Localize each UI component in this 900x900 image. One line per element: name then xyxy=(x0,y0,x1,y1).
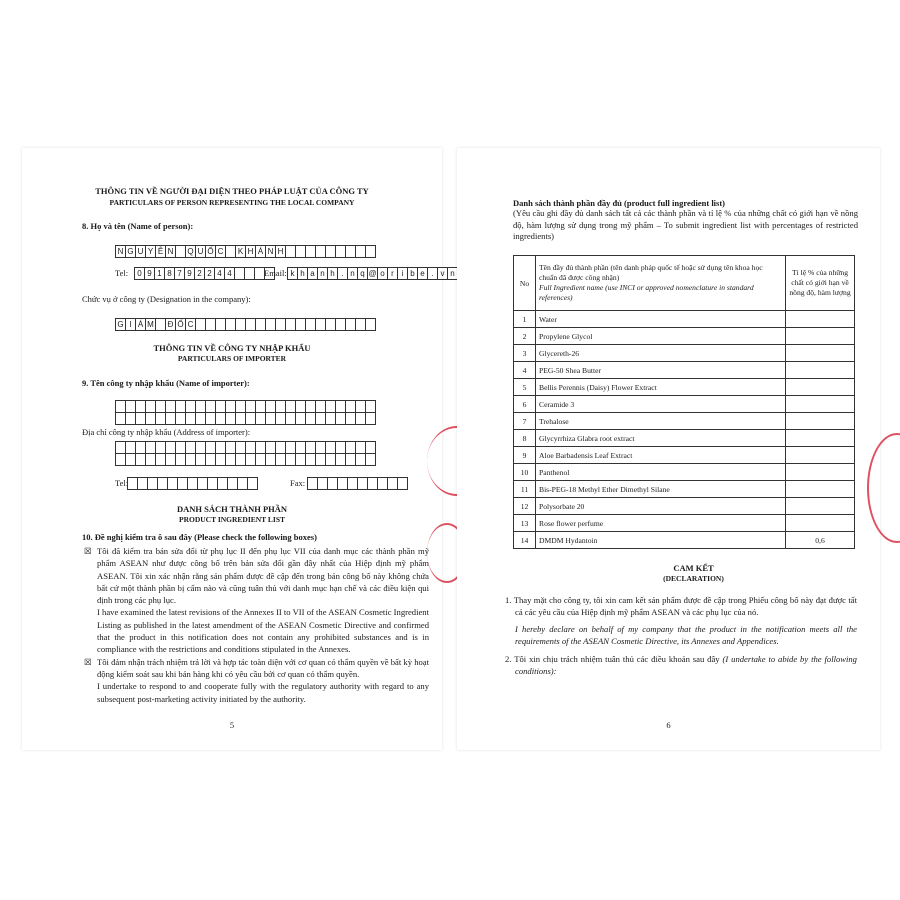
row-ingredient-name: Propylene Glycol xyxy=(536,328,786,345)
row-percentage xyxy=(786,413,855,430)
row-ingredient-name: Ceramide 3 xyxy=(536,396,786,413)
char-box: @ xyxy=(368,269,377,278)
char-box xyxy=(365,245,376,258)
char-box: Á xyxy=(255,245,266,258)
row-percentage xyxy=(786,311,855,328)
table-row xyxy=(514,481,855,498)
table-row xyxy=(514,345,855,362)
row-percentage xyxy=(786,345,855,362)
char-box: Ễ xyxy=(155,245,166,258)
char-box: 7 xyxy=(174,267,185,280)
char-box: 2 xyxy=(204,267,215,280)
char-box: K xyxy=(235,245,246,258)
char-box: Ố xyxy=(205,245,216,258)
char-box: 8 xyxy=(164,267,175,280)
row-ingredient-name: PEG-50 Shea Butter xyxy=(536,362,786,379)
char-box: U xyxy=(195,245,206,258)
page-6 xyxy=(457,148,880,750)
row-no: 14 xyxy=(514,532,536,549)
declaration-title-vi: CAM KẾT xyxy=(673,563,714,573)
table-row xyxy=(514,379,855,396)
row-no: 10 xyxy=(514,464,536,481)
check2-en: I undertake to respond to and cooperate fully with the regulatory authority with regard to any subsequent post-marketing activity initiated by the authority. xyxy=(97,681,429,704)
char-box: N xyxy=(115,245,126,258)
char-box: n xyxy=(447,267,458,280)
char-box: 9 xyxy=(184,267,195,280)
email-label: Email: xyxy=(264,268,287,278)
name-label: 8. Họ và tên (Name of person): xyxy=(82,221,194,231)
char-box: 9 xyxy=(144,267,155,280)
char-box: i xyxy=(397,267,408,280)
page-number: 5 xyxy=(229,720,235,730)
char-box: H xyxy=(245,245,256,258)
char-box: e xyxy=(417,267,428,280)
importer-name-field-2[interactable] xyxy=(115,412,375,425)
char-box: M xyxy=(145,318,156,331)
row-ingredient-name: Bis-PEG-18 Methyl Ether Dimethyl Silane xyxy=(536,481,786,498)
char-box: q xyxy=(357,267,368,280)
row-no: 8 xyxy=(514,430,536,447)
char-box: 4 xyxy=(224,267,235,280)
row-percentage: 0,6 xyxy=(786,532,855,549)
char-box: 4 xyxy=(214,267,225,280)
check1-en: I have examined the latest revisions of the Annexes II to VII of the ASEAN Cosmetic Ingredient Listing as published in the latest amendment of the ASEAN Cosmetic Directive and confirmed that the product in this notification does not contain any prohibited substances and is in compliance with the restrictions and conditions stipulated in the Annexes. xyxy=(97,607,429,655)
row-percentage xyxy=(786,515,855,532)
name-field[interactable] xyxy=(115,245,375,258)
table-row xyxy=(514,430,855,447)
ingredient-title-en: PRODUCT INGREDIENT LIST xyxy=(179,515,285,524)
importer-title-vi: THÔNG TIN VỀ CÔNG TY NHẬP KHẨU xyxy=(153,343,311,353)
row-no: 5 xyxy=(514,379,536,396)
char-box: k xyxy=(287,267,298,280)
row-ingredient-name: Aloe Barbadensis Leaf Extract xyxy=(536,447,786,464)
checkbox-checked-icon[interactable]: ☒ xyxy=(84,546,92,556)
row-ingredient-name: Panthenol xyxy=(536,464,786,481)
designation-label: Chức vụ ở công ty (Designation in the company): xyxy=(82,294,251,304)
char-box xyxy=(365,453,376,466)
row-no: 13 xyxy=(514,515,536,532)
char-box: . xyxy=(427,267,438,280)
char-box: Đ xyxy=(165,318,176,331)
row-percentage xyxy=(786,464,855,481)
char-box: r xyxy=(387,267,398,280)
checkbox-checked-icon[interactable]: ☒ xyxy=(84,656,92,667)
section-title-vi: THÔNG TIN VỀ NGƯỜI ĐẠI DIỆN THEO PHÁP LUẬT CỦA CÔNG TY xyxy=(95,186,369,196)
char-box: N xyxy=(165,245,176,258)
col-name-header-vi: Tên đầy đủ thành phần (tên danh pháp quốc tế hoặc sử dụng tên khoa học chuẩn đã được công nhận) xyxy=(539,263,763,282)
row-no: 4 xyxy=(514,362,536,379)
page-5 xyxy=(22,148,455,750)
table-row xyxy=(514,447,855,464)
row-ingredient-name: Water xyxy=(536,311,786,328)
col-name-header-en: Full Ingredient name (use INCI or approved nomenclature in standard references) xyxy=(539,283,754,302)
char-box xyxy=(247,477,258,490)
row-ingredient-name: DMDM Hydantoin xyxy=(536,532,786,549)
row-percentage xyxy=(786,328,855,345)
row-no: 3 xyxy=(514,345,536,362)
table-row xyxy=(514,413,855,430)
importer-title-en: PARTICULARS OF IMPORTER xyxy=(177,354,287,363)
col-pct-header: Tỉ lệ % của những chất có giới hạn về nồng độ, hàm lượng xyxy=(786,256,855,311)
tel-label: Tel: xyxy=(115,268,129,278)
declaration-2-en: (I undertake to abide by the following conditions): xyxy=(515,654,857,677)
declaration-1-vi: 1. Thay mặt cho công ty, tôi xin cam kết sản phẩm được đề cập trong Phiếu công bố này đạt được tất cả các yêu cầu của Hiệp định mỹ phẩm ASEAN và các phụ lục của nó. xyxy=(505,595,857,618)
row-percentage xyxy=(786,379,855,396)
declaration-1-en: I hereby declare on behalf of my company that the product in the notification meets all the requirements of the ASEAN Cosmetic Directive, its Annexes and Appendices. xyxy=(515,623,857,646)
char-box: U xyxy=(135,245,146,258)
ingredient-list-title: Danh sách thành phần đầy đủ (product full ingredient list) xyxy=(513,198,726,208)
importer-fax-label: Fax: xyxy=(290,478,306,488)
row-ingredient-name: Trehalose xyxy=(536,413,786,430)
row-ingredient-name: Glycyrrhiza Glabra root extract xyxy=(536,430,786,447)
char-box: n xyxy=(347,267,358,280)
importer-address-label: Địa chỉ công ty nhập khẩu (Address of importer): xyxy=(82,427,251,437)
char-box: Q xyxy=(185,245,196,258)
char-box: Y xyxy=(145,245,156,258)
ingredient-list-note: (Yêu cầu ghi đầy đủ danh sách tất cả các thành phần và tỉ lệ % của những chất có giới hạn về nồng độ, hàm lượng sử dụng trong mỹ phẩm – To submit ingredient list with percentages of restricted ingredients) xyxy=(513,208,858,241)
row-percentage xyxy=(786,396,855,413)
char-box: G xyxy=(125,245,136,258)
char-box: a xyxy=(307,267,318,280)
row-no: 6 xyxy=(514,396,536,413)
importer-fax-field[interactable] xyxy=(307,477,407,490)
check1-vi: Tôi đã kiểm tra bản sửa đổi từ phụ lục II đến phụ lục VII của danh mục các thành phần mỹ phẩm ASEAN như được công bố trên bản sửa đổi gần đây nhất của Hiệp định mỹ phẩm ASEAN. Tôi xin xác nhận rằng sản phẩm được đề cập đến trong bản công bố này không chứa bất cứ một thành phần bị cấm nào và cũng tuân thủ với danh mục hạn chế và các điều kiện qui định trong các phụ lục. xyxy=(97,546,429,606)
char-box: o xyxy=(377,267,388,280)
importer-tel-label: Tel: xyxy=(115,478,129,488)
char-box: Á xyxy=(135,318,146,331)
table-row xyxy=(514,532,855,549)
char-box: 1 xyxy=(154,267,165,280)
declaration-2-vi: 2. Tôi xin chịu trách nhiệm tuân thủ các điều khoản sau đây xyxy=(505,654,720,665)
red-stamp xyxy=(867,433,900,543)
char-box: 2 xyxy=(194,267,205,280)
check-label: 10. Đề nghị kiểm tra ô sau đây (Please check the following boxes) xyxy=(82,532,317,542)
char-box: G xyxy=(115,318,126,331)
row-percentage xyxy=(786,481,855,498)
char-box xyxy=(397,477,408,490)
ingredient-title-vi: DANH SÁCH THÀNH PHẦN xyxy=(176,504,288,514)
row-percentage xyxy=(786,430,855,447)
email-field[interactable] xyxy=(287,267,457,280)
row-no: 9 xyxy=(514,447,536,464)
row-no: 2 xyxy=(514,328,536,345)
table-row xyxy=(514,328,855,345)
row-ingredient-name: Bellis Perennis (Daisy) Flower Extract xyxy=(536,379,786,396)
importer-address-field-2[interactable] xyxy=(115,453,375,466)
tel-field[interactable] xyxy=(134,267,274,280)
table-row xyxy=(514,362,855,379)
table-row xyxy=(514,515,855,532)
row-no: 11 xyxy=(514,481,536,498)
char-box: Ố xyxy=(175,318,186,331)
char-box: C xyxy=(185,318,196,331)
col-no-header: No xyxy=(514,256,536,311)
char-box xyxy=(365,318,376,331)
char-box: C xyxy=(215,245,226,258)
row-percentage xyxy=(786,447,855,464)
row-no: 12 xyxy=(514,498,536,515)
char-box: v xyxy=(437,267,448,280)
declaration-title-en: (DECLARATION) xyxy=(663,574,724,583)
char-box: h xyxy=(297,267,308,280)
char-box: b xyxy=(407,267,418,280)
row-percentage xyxy=(786,498,855,515)
row-percentage xyxy=(786,362,855,379)
char-box: . xyxy=(337,267,348,280)
designation-field[interactable] xyxy=(115,318,375,331)
table-row xyxy=(514,498,855,515)
row-no: 7 xyxy=(514,413,536,430)
table-row xyxy=(514,311,855,328)
row-no: 1 xyxy=(514,311,536,328)
char-box: n xyxy=(317,267,328,280)
ingredient-table xyxy=(513,255,855,549)
char-box: N xyxy=(265,245,276,258)
char-box: 0 xyxy=(134,267,145,280)
char-box: I xyxy=(125,318,136,331)
char-box: H xyxy=(275,245,286,258)
importer-tel-field[interactable] xyxy=(127,477,257,490)
char-box: h xyxy=(327,267,338,280)
section-title-en: PARTICULARS OF PERSON REPRESENTING THE LOCAL COMPANY xyxy=(109,198,355,207)
row-ingredient-name: Polysorbate 20 xyxy=(536,498,786,515)
importer-name-label: 9. Tên công ty nhập khẩu (Name of importer): xyxy=(82,378,250,388)
table-row xyxy=(514,464,855,481)
row-ingredient-name: Rose flower perfume xyxy=(536,515,786,532)
char-box xyxy=(365,412,376,425)
check2-vi: Tôi đảm nhận trách nhiệm trả lời và hợp tác toàn diện với cơ quan có thẩm quyền về bất kỳ hoạt động kiểm soát sau khi bán hàng khi có yêu cầu bởi cơ quan có thẩm quyền. xyxy=(97,656,429,679)
page-number: 6 xyxy=(666,720,671,730)
table-row xyxy=(514,396,855,413)
row-ingredient-name: Glycereth-26 xyxy=(536,345,786,362)
